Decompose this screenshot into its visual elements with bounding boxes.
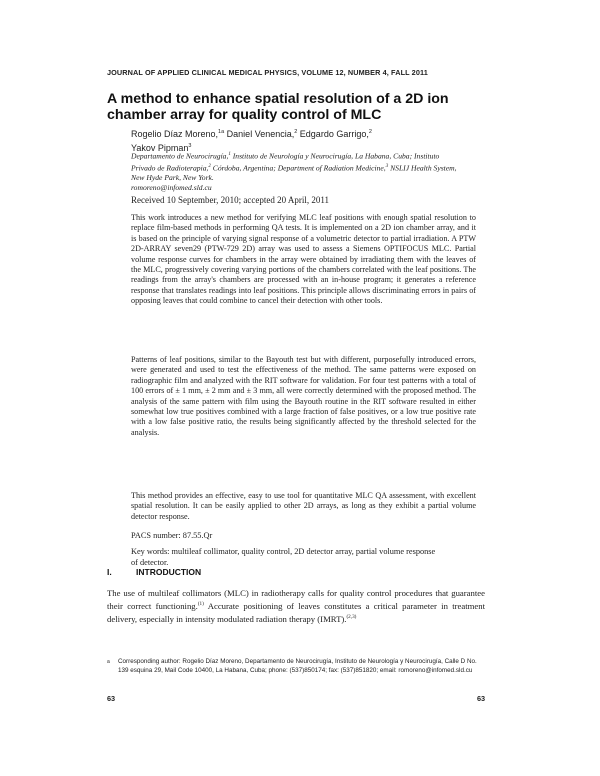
- author-affiliation-marker: 3: [188, 142, 192, 149]
- introduction-paragraph: [107, 588, 485, 626]
- section-number: I.: [107, 567, 112, 577]
- affiliation-text: Departamento de Neurocirugía,: [131, 151, 229, 161]
- author-name: Yakov Pipman: [131, 142, 189, 153]
- abstract-paragraph: This work introduces a new method for verifying MLC leaf positions with enough spatial resolution to replace film-based methods in performing QA tests. It is implemented on a 2D ion chamber array, and it is based on the principle of varying signal response of a volumetric detector to partial irradiation. A PTW 2D-ARRAY seven29 (PTW-729 2D) array was used to assess a Siemens OPTIFOCUS MLC. Partial volume response curves for chambers in the array were obtained by irradiating them with the leaves of the MLC, progressively covering varying portions of the chambers correlated with the leaf positions. The readings from the array's chambers are processed with an in-house program; it generates a reference response that translates readings into leaf positions. This principle allows discriminating errors in pairs of opposing leaves that could combine to cancel their detection with other tools.: [131, 213, 476, 306]
- section-heading: [107, 567, 201, 577]
- author-affiliation-marker: 2: [368, 129, 372, 135]
- author-name: Edgardo Garrigo,: [297, 129, 369, 139]
- footnote: [107, 658, 485, 675]
- pacs-number: PACS number: 87.55.Qr: [131, 531, 213, 540]
- affiliation-marker: 2: [208, 163, 211, 169]
- affiliation-text: NSLIJ Health System, New Hyde Park, New York.: [131, 163, 457, 183]
- citation: (1): [197, 601, 204, 608]
- article-title: A method to enhance spatial resolution of a 2D ion chamber array for quality control of MLC: [107, 91, 449, 123]
- journal-header: JOURNAL OF APPLIED CLINICAL MEDICAL PHYSICS, VOLUME 12, NUMBER 4, FALL 2011: [107, 68, 428, 77]
- section-title: INTRODUCTION: [136, 567, 202, 577]
- author-affiliation-marker: 1a: [218, 129, 225, 135]
- affiliation-marker: 3: [385, 163, 389, 169]
- body-text: Accurate positioning of leaves constitutes a critical parameter in treatment delivery, especially in intensity modulated radiation therapy (IMRT).: [107, 601, 486, 625]
- page-number-left: 63: [107, 694, 116, 703]
- footnote-marker: a: [107, 659, 110, 665]
- author-email: romoreno@infomed.sld.cu: [131, 183, 212, 193]
- keywords: Key words: multileaf collimator, quality control, 2D detector array, partial volume response of detector.: [131, 547, 436, 567]
- author-name: Rogelio Díaz Moreno,: [131, 129, 219, 139]
- page-number-right: 63: [477, 694, 486, 703]
- received-dates: Received 10 September, 2010; accepted 20 April, 2011: [131, 195, 329, 205]
- citation: (2,3): [346, 614, 357, 621]
- footnote-text: Corresponding author: Rogelio Díaz Moreno, Departamento de Neurocirugía, Instituto de Neurología y Neurocirugía, Calle D No. 139 esquina 29, Mail Code 10400, La Habana, Cuba; phone: (537)850174; fax: (537)851820; email: romoreno@infomed.sld.cu: [118, 658, 477, 674]
- body-text: The use of multileaf collimators (MLC) in radiotherapy calls for quality control procedures that guarantee their correct functioning.: [107, 588, 485, 612]
- affiliation-marker: 1: [228, 152, 231, 157]
- author-name: Daniel Venencia,: [224, 129, 295, 139]
- affiliation-text: Instituto de Neurología y Neurocirugía, La Habana, Cuba; Instituto Privado de Radioterapia,: [131, 151, 440, 173]
- abstract-paragraph: This method provides an effective, easy to use tool for quantitative MLC QA assessment, with excellent spatial resolution. It can be easily applied to other 2D arrays, as long as they exhibit a partial volume detector response.: [131, 491, 476, 521]
- affiliations: [131, 150, 461, 193]
- abstract-paragraph: Patterns of leaf positions, similar to the Bayouth test but with different, purposefully introduced errors, were generated and used to test the effectiveness of the method. The same patterns were exposed on radiographic film and analyzed with the RIT software for validation. For four test patterns with a total of 100 errors of ± 1 mm, ± 2 mm and ± 3 mm, all were correctly determined with the proposed method. The analysis of the same pattern with film using the Bayouth routine in the RIT software resulted in either somewhat low true positives combined with a large fraction of false positives, or a low true positive rate with a low false positive ratio, the results being significantly affected by the threshold selected for the analysis.: [131, 355, 476, 437]
- affiliation-text: Córdoba, Argentina; Department of Radiation Medicine,: [210, 163, 386, 173]
- author-affiliation-marker: 2: [294, 129, 298, 135]
